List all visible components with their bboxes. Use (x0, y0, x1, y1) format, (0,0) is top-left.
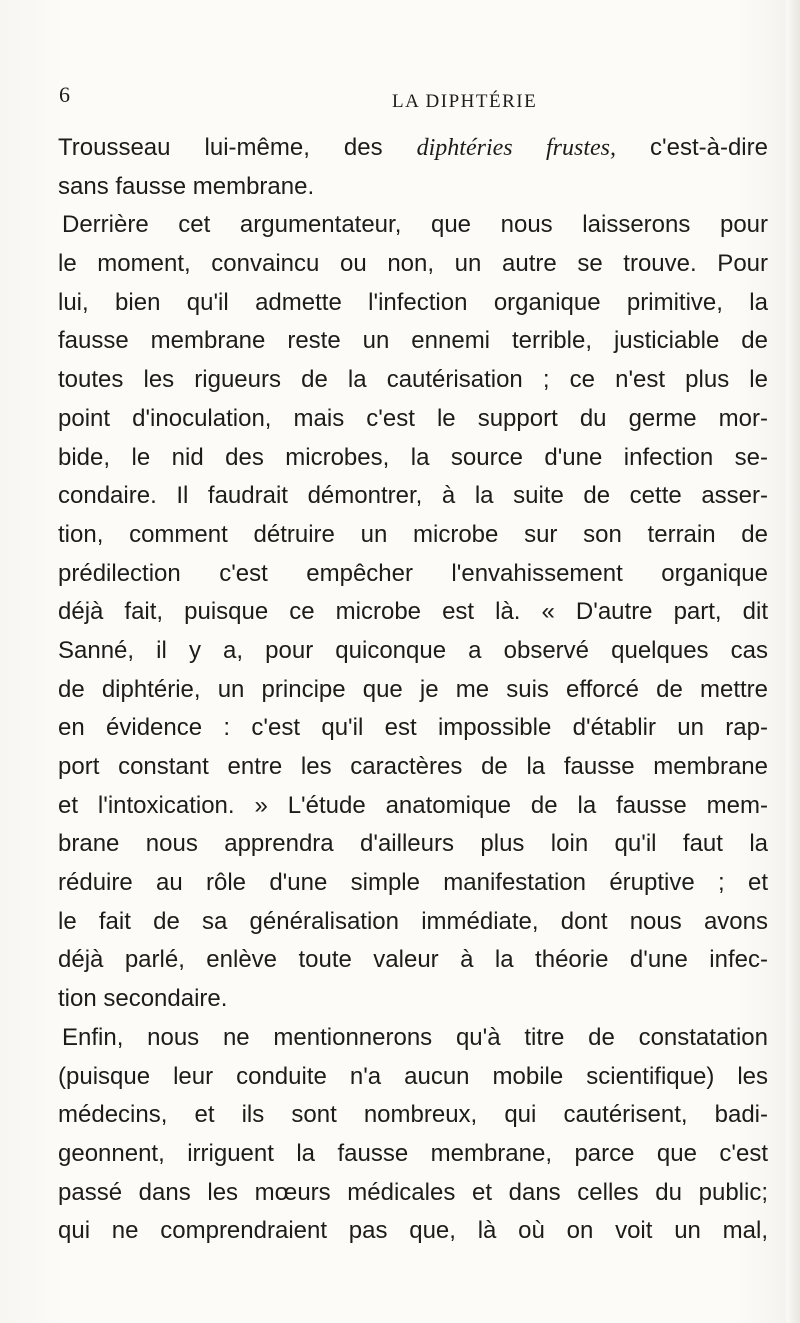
text-line: réduire au rôle d'une simple manifestation éruptive ; et (58, 869, 768, 897)
text-line: passé dans les mœurs médicales et dans celles du public; (58, 1178, 768, 1206)
text-line: condaire. Il faudrait démontrer, à la suite de cette asser- (58, 482, 768, 510)
text-line: déjà parlé, enlève toute valeur à la théorie d'une infec- (58, 946, 768, 974)
italic-title: diphtéries frustes, (416, 135, 616, 161)
text-line: en évidence : c'est qu'il est impossible d'établir un rap- (58, 714, 768, 742)
text-line: lui, bien qu'il admette l'infection organique primitive, la (58, 288, 768, 316)
text-line: geonnent, irriguent la fausse membrane, parce que c'est (58, 1139, 768, 1167)
running-title: LA DIPHTÉRIE (392, 91, 538, 112)
text-line: toutes les rigueurs de la cautérisation ; ce n'est plus le (58, 366, 768, 394)
page-header (0, 82, 800, 122)
text-line: port constant entre les caractères de la fausse membrane (58, 753, 768, 780)
text-line: brane nous apprendra d'ailleurs plus loin qu'il faut la (58, 830, 768, 858)
text-line: (puisque leur conduite n'a aucun mobile scientifique) les (58, 1062, 768, 1090)
text-line: tion, comment détruire un microbe sur son terrain de (58, 520, 768, 548)
text-line: Sanné, il y a, pour quiconque a observé quelques cas (58, 636, 768, 664)
text-line (58, 129, 768, 168)
text-line: sans fausse membrane. (58, 172, 315, 200)
page-number: 6 (59, 82, 71, 107)
text-line: et l'intoxication. » L'étude anatomique de la fausse mem- (58, 791, 768, 819)
text-line: médecins, et ils sont nombreux, qui cautérisent, badi- (58, 1101, 768, 1129)
text-line: déjà fait, puisque ce microbe est là. « D'autre part, dit (58, 598, 768, 626)
text-line: le moment, convaincu ou non, un autre se trouve. Pour (58, 250, 768, 278)
text-segment: Trousseau lui-même, des (58, 134, 417, 161)
text-line: qui ne comprendraient pas que, là où on voit un mal, (58, 1217, 768, 1245)
text-line: prédilection c'est empêcher l'envahissement organique (58, 559, 768, 587)
text-line: Enfin, nous ne mentionnerons qu'à titre de constatation (62, 1023, 768, 1051)
page-edge-shadow (786, 0, 800, 1323)
text-segment: c'est-à-dire (616, 134, 768, 161)
body-text (58, 129, 768, 1251)
text-line: bide, le nid des microbes, la source d'une infection se- (58, 443, 768, 471)
text-line: fausse membrane reste un ennemi terrible, justiciable de (58, 327, 768, 355)
text-line: point d'inoculation, mais c'est le support du germe mor- (58, 404, 768, 432)
text-line: le fait de sa généralisation immédiate, dont nous avons (58, 907, 768, 935)
text-line: de diphtérie, un principe que je me suis efforcé de mettre (58, 675, 768, 703)
text-line: tion secondaire. (58, 985, 228, 1013)
text-line: Derrière cet argumentateur, que nous laisserons pour (62, 211, 768, 239)
